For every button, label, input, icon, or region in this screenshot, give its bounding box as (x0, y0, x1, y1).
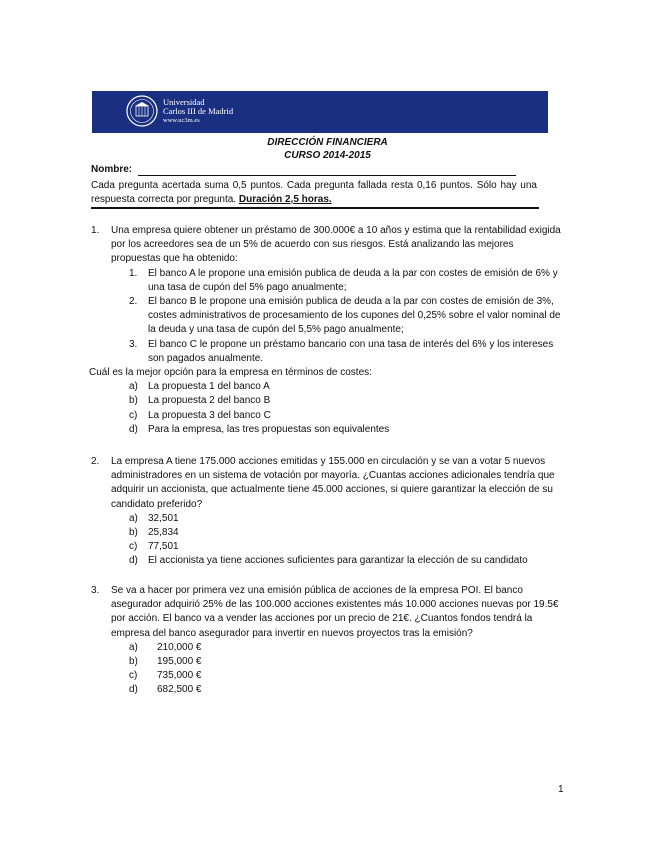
option-text: 210,000 € (157, 641, 202, 653)
list-item (129, 295, 561, 338)
answer-options (129, 512, 561, 569)
list-item (129, 338, 561, 366)
sub-text: El banco B le propone una emisión publica de deuda a la par con costes de emisión de 3%, costes administrativos de procesamiento de los cupones del 0,25% sobre el valor nominal de la deuda y una tasa de cupón del 5,5% pago anualmente; (148, 296, 561, 336)
header-divider (91, 207, 539, 209)
nombre-label: Nombre: (91, 164, 133, 175)
answer-option-d[interactable] (129, 423, 561, 437)
answer-option-b[interactable] (129, 526, 561, 540)
page-number: 1 (558, 784, 564, 795)
question-number: 2. (91, 456, 100, 467)
option-text: 77,501 (148, 541, 179, 553)
option-letter: b) (129, 395, 138, 407)
option-text: La propuesta 2 del banco B (148, 395, 271, 407)
list-item (129, 267, 561, 295)
sub-number: 1. (129, 267, 138, 279)
answer-options (129, 380, 561, 437)
university-name (163, 98, 233, 125)
instructions-text: Cada pregunta acertada suma 0,5 puntos. Cada pregunta fallada resta 0,16 puntos. Sólo hay una respuesta correcta por pregunta. (91, 180, 537, 205)
university-banner (92, 91, 548, 133)
option-text: La propuesta 3 del banco C (148, 409, 271, 421)
option-letter: c) (129, 409, 138, 421)
option-text: 32,501 (148, 512, 179, 524)
sub-text: El banco A le propone una emisión publica de deuda a la par con costes de emisión de 6% y una tasa de cupón del 5% pago anualmente; (148, 267, 558, 293)
option-letter: c) (129, 541, 138, 553)
option-letter: a) (129, 512, 138, 524)
question-followup: Cuál es la mejor opción para la empresa en términos de costes: (89, 367, 372, 379)
option-text: El accionista ya tiene acciones suficientes para garantizar la elección de su candidato (148, 555, 528, 567)
option-letter: d) (129, 423, 138, 435)
option-letter: b) (129, 656, 138, 668)
option-text: Para la empresa, las tres propuestas son equivalentes (148, 423, 390, 435)
option-text: 735,000 € (157, 670, 202, 682)
answer-option-c[interactable] (129, 409, 561, 423)
sub-text: El banco C le propone un préstamo bancario con una tasa de interés del 6% y los intereses son pagados anualmente. (148, 338, 554, 364)
question-2 (91, 455, 561, 569)
option-letter: b) (129, 527, 138, 539)
answer-option-d[interactable] (129, 683, 561, 697)
question-stem: La empresa A tiene 175.000 acciones emitidas y 155.000 en circulación y se van a votar 5 nuevos administradores en un sistema de votación por mayoría. ¿Cuantas acciones adicionales tendría que adquirir un accionista, que actualmente tiene 45.000 acciones, si quiere garantizar la elección de su candidato preferido? (111, 456, 555, 510)
question-number: 3. (91, 585, 100, 596)
exam-title: DIRECCIÓN FINANCIERA (267, 137, 388, 148)
option-letter: a) (129, 381, 138, 393)
option-letter: d) (129, 555, 138, 567)
duration-text: Duración 2,5 horas. (238, 194, 332, 205)
option-text: 25,834 (148, 527, 179, 539)
option-letter: c) (129, 670, 138, 682)
answer-option-d[interactable] (129, 554, 561, 568)
question-stem: Se va a hacer por primera vez una emisión pública de acciones de la empresa POI. El banco asegurador adquirió 25% de las 100.000 acciones existentes más 10.000 acciones nuevas por 19.5€ por acción. El banco va a vender las acciones por un precio de 21€. ¿Cuantos fondos tendrá la empresa del banco asegurador para invertir en nuevos proyectos tras la emisión? (111, 585, 559, 639)
sub-number: 2. (129, 296, 138, 308)
answer-option-c[interactable] (129, 669, 561, 683)
question-1 (91, 224, 561, 437)
university-name-line2: Carlos III de Madrid (163, 106, 234, 116)
option-text: La propuesta 1 del banco A (148, 381, 270, 393)
answer-option-b[interactable] (129, 655, 561, 669)
answer-option-c[interactable] (129, 540, 561, 554)
answer-options (129, 641, 561, 698)
question-stem: Una empresa quiere obtener un préstamo de 300.000€ a 10 años y estima que la rentabilidad exigida por los acreedores sea de un 5% de acuerdo con sus riesgos. Está analizando las mejores propuestas que ha obtenido: (111, 225, 561, 265)
nombre-field[interactable] (138, 175, 516, 176)
answer-option-a[interactable] (129, 380, 561, 394)
exam-instructions (91, 179, 537, 207)
university-url: www.uc3m.es (163, 117, 200, 124)
sub-number: 3. (129, 338, 138, 350)
answer-option-b[interactable] (129, 394, 561, 408)
answer-option-a[interactable] (129, 641, 561, 655)
university-seal-icon (126, 95, 158, 127)
option-text: 195,000 € (157, 656, 202, 668)
question-3 (91, 584, 561, 698)
question-number: 1. (91, 225, 100, 236)
university-name-line1: Universidad (163, 97, 205, 107)
answer-option-a[interactable] (129, 512, 561, 526)
option-text: 682,500 € (157, 684, 202, 696)
option-letter: d) (129, 684, 138, 696)
exam-course: CURSO 2014-2015 (284, 150, 371, 161)
option-letter: a) (129, 641, 138, 653)
